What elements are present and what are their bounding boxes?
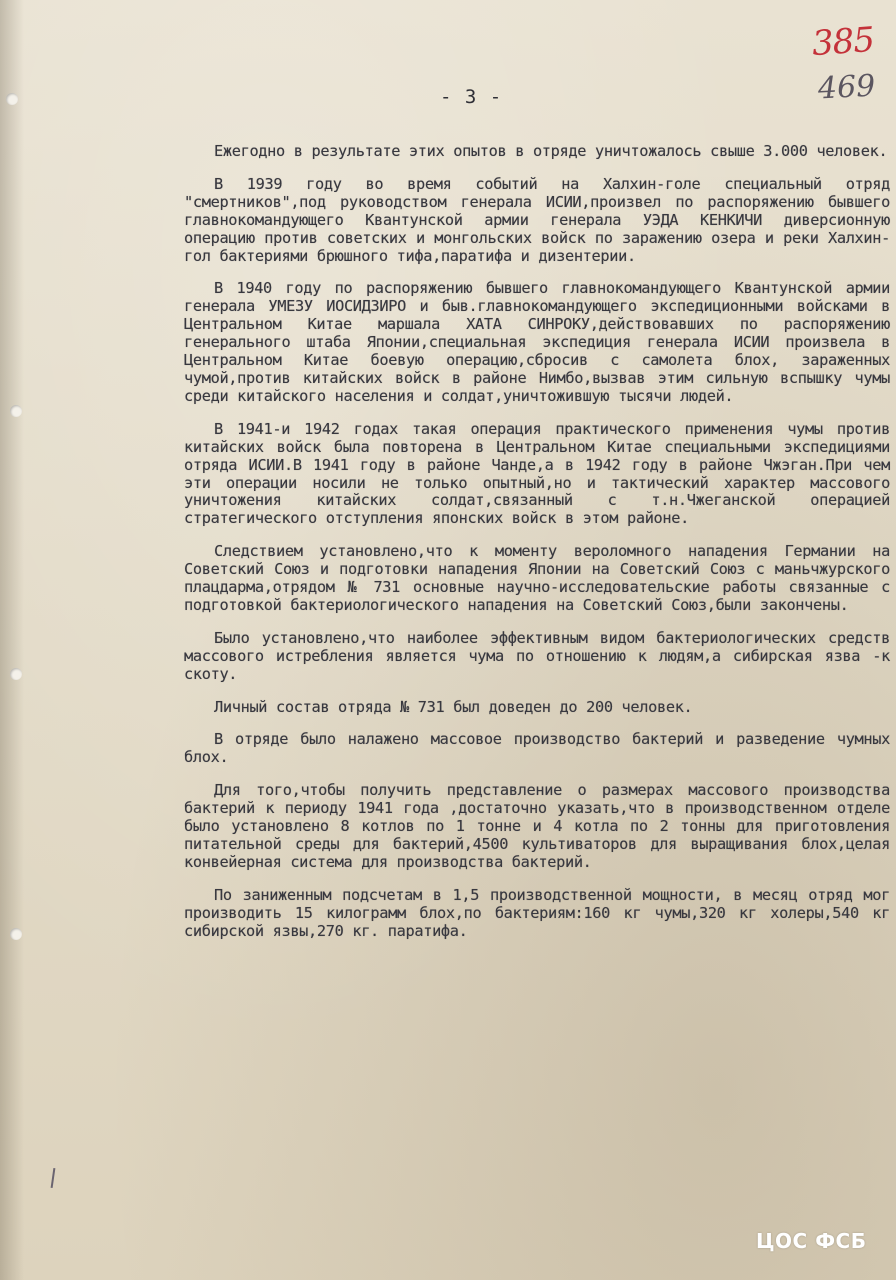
paragraph: В 1940 году по распоряжению бывшего главнокомандующего Квантунской армии генерала УМЕЗУ ИОСИДЗИРО и быв.главнокомандующего экспедиционными войсками в Центральном Китае маршала ХАТА СИНРОКУ,действовавших по распоряжению генерального штаба Японии,специальная экспедиция генерала ИСИИ произвела в Центральном Китае боевую операцию,сбросив с самолета блох, зараженных чумой,против китайских войск в районе Нимбо,вызвав этим сильную вспышку чумы среди китайского населения и солдат,уничтожившую тысячи людей.: [184, 279, 890, 405]
watermark-label: ЦОС ФСБ: [756, 1229, 867, 1253]
archive-sheet-number-red: 385: [810, 19, 876, 65]
paragraph: Для того,чтобы получить представление о размерах массового производства бактерий к периоду 1941 года ,достаточно указать,что в производственном отделе было установлено 8 котлов по 1 тонне и 4 котла по 2 тонны для приготовления питательной среды для бактерий,4500 культиваторов для выращивания блох,целая конвейерная система для производства бактерий.: [184, 781, 890, 871]
paragraph: В отряде было налажено массовое производство бактерий и разведение чумных блох.: [184, 730, 890, 767]
paragraph: Было установлено,что наиболее эффективным видом бактериологических средств массового истребления является чума по отношению к людям,а сибирская язва -к скоту.: [184, 628, 890, 683]
pencil-mark: [51, 1168, 56, 1188]
paragraph: В 1941-и 1942 годах такая операция практического применения чумы против китайских войск была повторена в Центральном Китае специальными экспедициями отряда ИСИИ.В 1941 году в районе Чанде,а в 1942 году в районе Чжэган.При чем эти операции носили не только опытный,но и тактический характер массового уничтожения китайских солдат,связанный с т.н.Чжеганской операцией стратегического отступления японских войск в этом районе.: [184, 419, 890, 528]
archive-sheet-number-pencil: 469: [817, 68, 877, 107]
document-body: [184, 143, 890, 956]
punch-hole: [10, 405, 22, 417]
paragraph: Личный состав отряда № 731 был доведен до 200 человек.: [214, 697, 693, 716]
punch-hole: [10, 928, 22, 940]
paragraph: Следствием установлено,что к моменту вероломного нападения Германии на Советский Союз и подготовки нападения Японии на Советский Союз с маньчжурского плацдарма,отрядом № 731 основные научно-исследовательские работы связанные с подготовкой бактериологического нападения на Советский Союз,были закончены.: [184, 542, 890, 614]
punch-hole: [6, 93, 18, 105]
paragraph: По заниженным подсчетам в 1,5 производственной мощности, в месяц отряд мог производить 15 килограмм блох,по бактериям:160 кг чумы,320 кг холеры,540 кг сибирской язвы,270 кг. паратифа.: [184, 885, 890, 940]
page-number: - 3 -: [440, 86, 503, 108]
paragraph: В 1939 году во время событий на Халхин-голе специальный отряд "смертников",под руководством генерала ИСИИ,произвел по распоряжению бывшего главнокомандующего Квантунской армии генерала УЭДА КЕНКИЧИ диверсионную операцию против советских и монгольских войск по заражению озера и реки Халхин-гол бактериями брюшного тифа,паратифа и дизентерии.: [184, 174, 890, 265]
paragraph: Ежегодно в результате этих опытов в отряде уничтожалось свыше 3.000 человек.: [214, 142, 888, 160]
punch-hole: [10, 668, 22, 680]
page-edge-shadow: [0, 0, 24, 1280]
